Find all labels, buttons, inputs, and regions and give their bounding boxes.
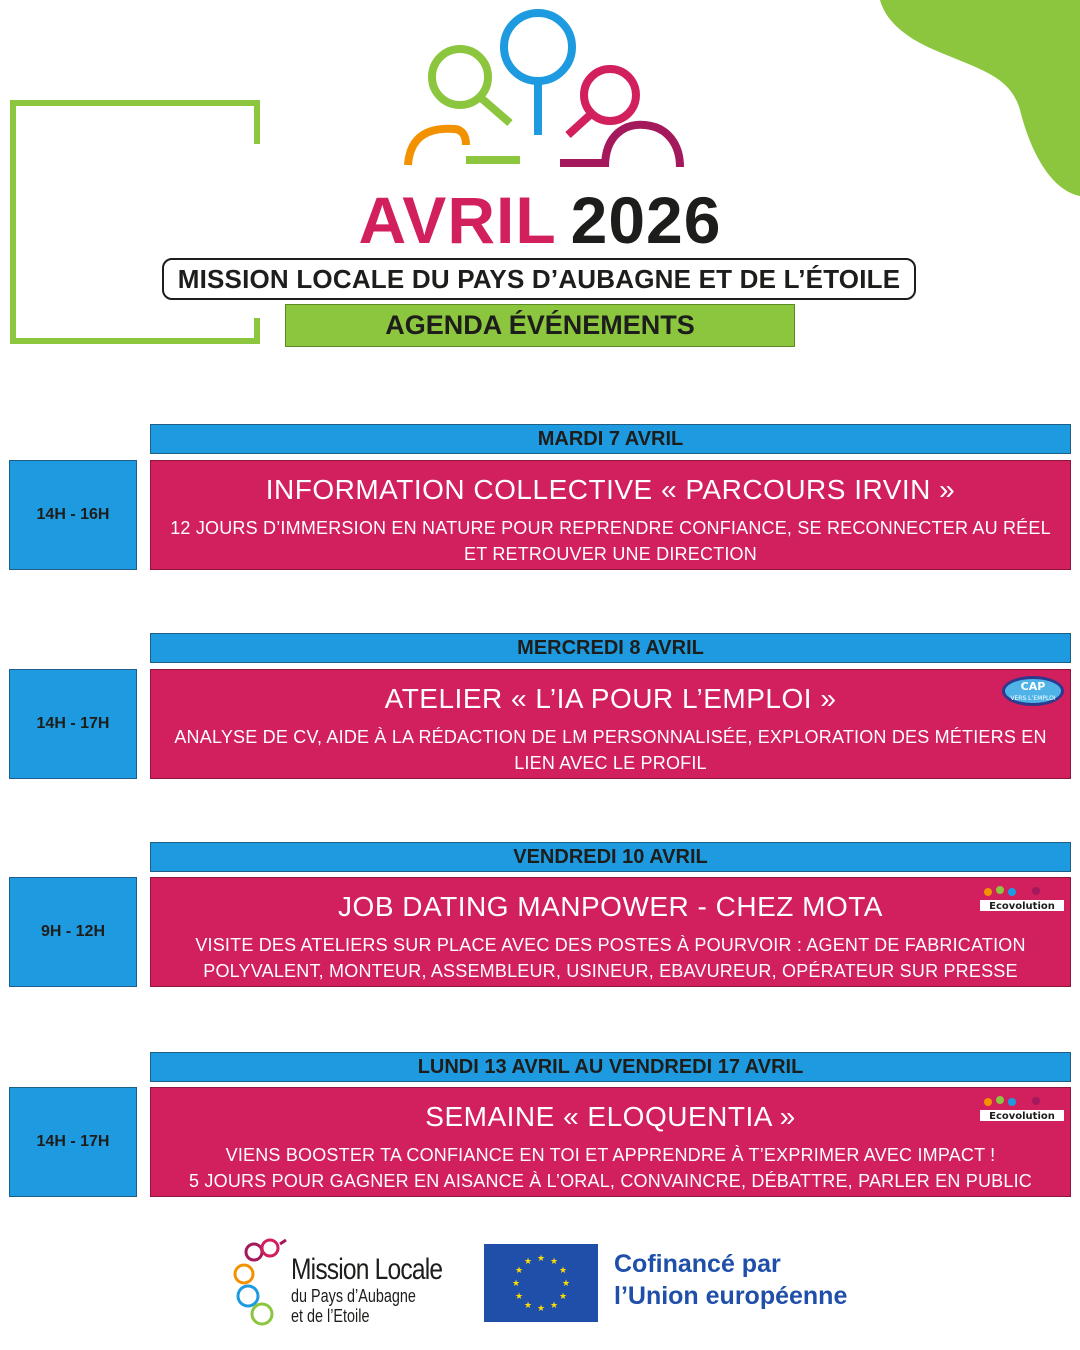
ml-subline: et de l’Etoile: [291, 1306, 370, 1326]
svg-text:★: ★: [549, 1301, 559, 1311]
svg-text:★: ★: [549, 1257, 559, 1267]
svg-text:Ecovolution: Ecovolution: [989, 901, 1055, 912]
event-card: [150, 669, 1071, 779]
event-card: [150, 1087, 1071, 1197]
svg-text:★: ★: [561, 1279, 571, 1289]
green-frame-tick: [254, 318, 260, 344]
ecovolution-logo: [974, 882, 1066, 912]
eu-cofunding-text: [614, 1248, 914, 1312]
title-month: AVRIL: [358, 183, 557, 257]
event-time-box: 14H - 17H: [9, 1087, 137, 1197]
svg-text:★: ★: [523, 1301, 533, 1311]
event-day-header: LUNDI 13 AVRIL AU VENDREDI 17 AVRIL: [150, 1052, 1071, 1082]
event-description: ANALYSE DE CV, AIDE À LA RÉDACTION DE LM PERSONNALISÉE, EXPLORATION DES MÉTIERS EN LIEN AVEC LE PROFIL: [174, 727, 1047, 773]
svg-text:Ecovolution: Ecovolution: [989, 1111, 1055, 1122]
agenda-subtitle-banner: AGENDA ÉVÉNEMENTS: [285, 304, 795, 347]
event-title: ATELIER « L’IA POUR L’EMPLOI »: [384, 683, 837, 714]
eu-text-line: Cofinancé par: [614, 1250, 781, 1278]
svg-text:★: ★: [523, 1257, 533, 1267]
svg-text:★: ★: [536, 1304, 546, 1314]
event-description: VISITE DES ATELIERS SUR PLACE AVEC DES POSTES À POURVOIR : AGENT DE FABRICATION POLYVALENT, MONTEUR, ASSEMBLEUR, USINEUR, EBAVUREUR, OPÉRATEUR SUR PRESSE: [195, 935, 1026, 981]
svg-text:CAP: CAP: [1020, 680, 1046, 693]
event-card: [150, 877, 1071, 987]
page-title: [0, 180, 1080, 260]
title-year: 2026: [570, 183, 722, 257]
event-title: JOB DATING MANPOWER - CHEZ MOTA: [338, 891, 883, 922]
mission-locale-small-logo-icon: [230, 1236, 290, 1326]
mission-locale-wordmark: [291, 1254, 471, 1326]
svg-text:★: ★: [558, 1266, 568, 1276]
svg-text:★: ★: [558, 1292, 568, 1302]
event-card: [150, 460, 1071, 570]
event-day-header: VENDREDI 10 AVRIL: [150, 842, 1071, 872]
eu-flag-icon: [484, 1244, 598, 1322]
green-frame-tick: [254, 100, 260, 144]
organization-banner: MISSION LOCALE DU PAYS D’AUBAGNE ET DE L’ÉTOILE: [162, 258, 916, 300]
event-day-header: MARDI 7 AVRIL: [150, 424, 1071, 454]
event-title: INFORMATION COLLECTIVE « PARCOURS IRVIN »: [265, 474, 956, 505]
event-description: 12 JOURS D’IMMERSION EN NATURE POUR REPRENDRE CONFIANCE, SE RECONNECTER AU RÉEL ET RETROUVER UNE DIRECTION: [170, 518, 1051, 564]
svg-text:★: ★: [511, 1279, 521, 1289]
eu-text-line: l’Union européenne: [614, 1282, 848, 1310]
svg-text:VERS L’EMPLOI: VERS L’EMPLOI: [1010, 695, 1056, 702]
corner-blob-decoration: [860, 0, 1080, 200]
event-title: SEMAINE « ELOQUENTIA »: [425, 1101, 796, 1132]
event-description-line: VIENS BOOSTER TA CONFIANCE EN TOI ET APPRENDRE À T’EXPRIMER AVEC IMPACT !: [225, 1145, 996, 1165]
ecovolution-logo: [974, 1092, 1066, 1122]
event-day-header: MERCREDI 8 AVRIL: [150, 633, 1071, 663]
event-description-line: 5 JOURS POUR GAGNER EN AISANCE À L’ORAL, CONVAINCRE, DÉBATTRE, PARLER EN PUBLIC: [189, 1171, 1032, 1191]
ml-subline: du Pays d’Aubagne: [291, 1286, 416, 1306]
svg-text:★: ★: [536, 1254, 546, 1264]
event-time-box: 14H - 17H: [9, 669, 137, 779]
ml-name: Mission Locale: [291, 1253, 443, 1286]
event-time-box: 14H - 16H: [9, 460, 137, 570]
svg-text:★: ★: [514, 1292, 524, 1302]
mission-locale-people-logo: [400, 5, 690, 175]
svg-text:★: ★: [514, 1266, 524, 1276]
cap-vers-emploi-logo: [1000, 674, 1066, 708]
event-description: [165, 1142, 1056, 1194]
event-time-box: 9H - 12H: [9, 877, 137, 987]
